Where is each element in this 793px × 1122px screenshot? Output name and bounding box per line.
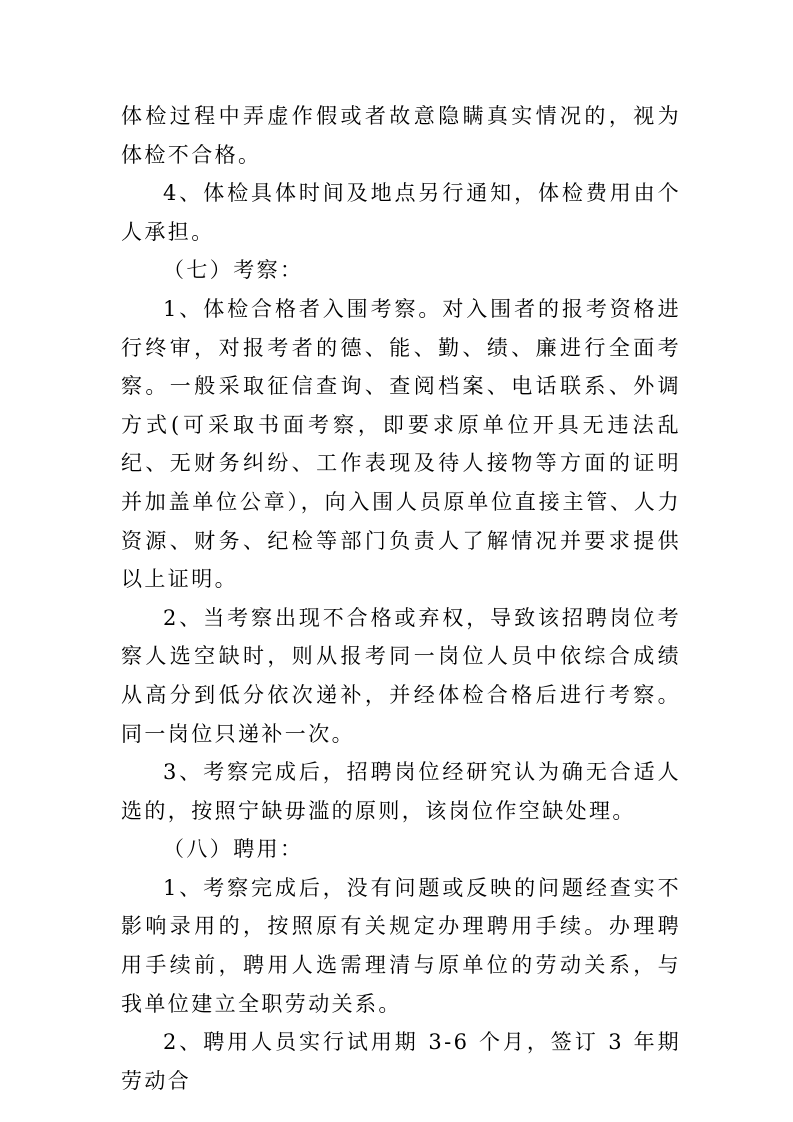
document-body — [121, 97, 681, 1100]
paragraph-physical-exam-fraud: 体检过程中弄虚作假或者故意隐瞒真实情况的，视为体检不合格。 — [121, 104, 681, 167]
paragraph-inspection-no-candidate: 3、考察完成后，招聘岗位经研究认为确无合适人选的，按照宁缺毋滥的原则，该岗位作空缺处理。 — [121, 760, 681, 823]
paragraph-probation-period: 2、聘用人员实行试用期 3-6 个月，签订 3 年期劳动合 — [121, 1030, 681, 1093]
section-heading-employment: （八）聘用： — [163, 837, 304, 862]
paragraph-employment-procedure: 1、考察完成后，没有问题或反映的问题经查实不影响录用的，按照原有关规定办理聘用手续。办理聘用手续前，聘用人选需理清与原单位的劳动关系，与我单位建立全职劳动关系。 — [121, 875, 681, 1016]
paragraph-inspection-vacancy: 2、当考察出现不合格或弃权，导致该招聘岗位考察人选空缺时，则从报考同一岗位人员中依综合成绩从高分到低分依次递补，并经体检合格后进行考察。同一岗位只递补一次。 — [121, 605, 681, 746]
paragraph-physical-exam-schedule: 4、体检具体时间及地点另行通知，体检费用由个人承担。 — [121, 181, 681, 244]
paragraph-inspection-scope: 1、体检合格者入围考察。对入围者的报考资格进行终审，对报考者的德、能、勤、绩、廉进行全面考察。一般采取征信查询、查阅档案、电话联系、外调方式(可采取书面考察，即要求原单位开具无违法乱纪、无财务纠纷、工作表现及待人接物等方面的证明并加盖单位公章），向入围人员原单位直接主管、人力资源、财务、纪检等部门负责人了解情况并要求提供以上证明。 — [121, 296, 681, 592]
section-heading-inspection: （七）考察： — [163, 258, 304, 283]
